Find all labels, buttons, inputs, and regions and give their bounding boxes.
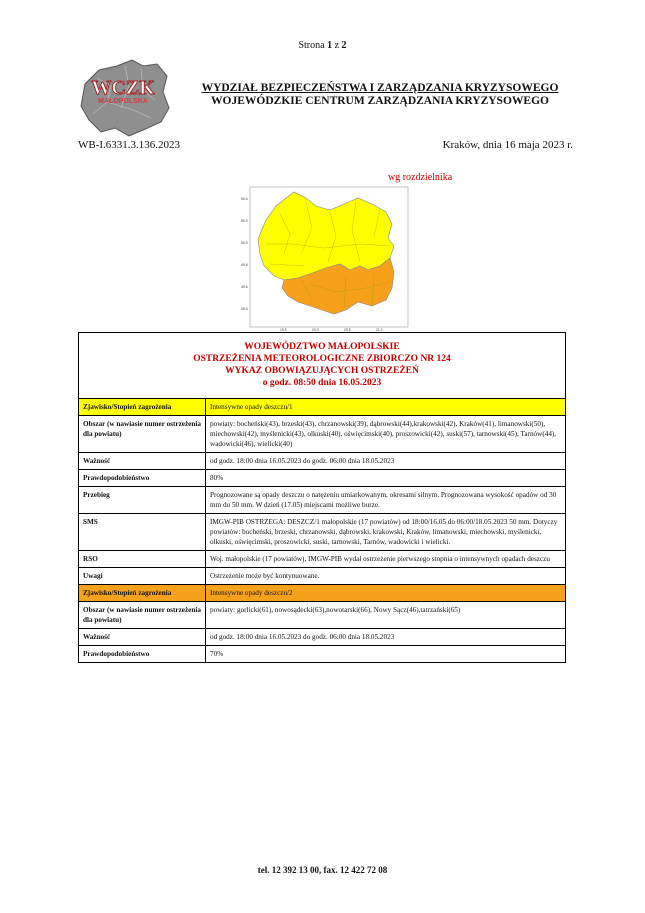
row-label: Przebieg (79, 487, 206, 514)
row-value: powiaty: bocheński(43), brzeski(43), chrzanowski(39), dąbrowski(44),krakowski(42), Kraków(41), limanowski(50), miechowski(42), myślenicki(43), olkuski(40), oświęcimski(40), proszowicki(42), suski(57), tarnowski(45), Tarnów(44), wadowicki(46), wielicki(40) (206, 416, 566, 453)
page-number: Strona 1 z 2 (298, 40, 347, 51)
warning-title-1: WOJEWÓDZTWO MAŁOPOLSKIE (244, 342, 400, 352)
map-lat-label: 49.8 (241, 263, 248, 267)
logo-text: WCZK (91, 77, 155, 99)
map-lat-label: 50.2 (241, 219, 248, 223)
row-label: Zjawisko/Stopień zagrożenia (79, 585, 206, 602)
row-value: Woj. małopolskie (17 powiatów), IMGW-PIB wydał ostrzeżenie pierwszego stopnia o intensywnych opadach deszczu (206, 551, 566, 568)
row-value: od godz. 18:00 dnia 16.05.2023 do godz. 06:00 dnia 18.05.2023 (206, 453, 566, 470)
map-lat-label: 50.4 (241, 197, 248, 201)
row-label: Obszar (w nawiasie numer ostrzeżenia dla powiatu) (79, 602, 206, 629)
row-value: Intensywne opady deszczu/1 (206, 399, 566, 416)
row-label: Prawdopodobieństwo (79, 646, 206, 663)
table-row (79, 568, 566, 585)
table-row (79, 629, 566, 646)
map-lat-label: 49.6 (241, 285, 248, 289)
row-value: Prognozowane są opady deszczu o natężeniu umiarkowanym, okresami silnym. Prognozowana wysokość opadów od 30 mm do 50 mm. W dzień (17.05) miejscami możliwe burze. (206, 487, 566, 514)
wczk-logo (77, 56, 172, 138)
logo-subtext: MAŁOPOLSKA (98, 98, 148, 105)
table-row (79, 453, 566, 470)
map-lon-label: 20.5 (344, 328, 351, 332)
table-row (79, 551, 566, 568)
row-value: powiaty: gorlicki(61), nowosądecki(63),nowotarski(66), Nowy Sącz(46),tatrzański(65) (206, 602, 566, 629)
document-number: WB-I.6331.3.136.2023 (78, 139, 181, 151)
warning-title-4: o godz. 08:50 dnia 16.05.2023 (262, 378, 382, 388)
row-value: 80% (206, 470, 566, 487)
row-label: Ważność (79, 629, 206, 646)
map-lon-label: 20.0 (312, 328, 319, 332)
row-value: Ostrzeżenie może być kontynuowane. (206, 568, 566, 585)
table-row (79, 470, 566, 487)
header-line-2: WOJEWÓDZKIE CENTRUM ZARZĄDZANIA KRYZYSOWEGO (211, 95, 549, 107)
table-row (79, 399, 566, 416)
row-label: Uwagi (79, 568, 206, 585)
map-lon-label: 21.0 (376, 328, 383, 332)
row-value: od godz. 18:00 dnia 16.05.2023 do godz. 06:00 dnia 18.05.2023 (206, 629, 566, 646)
table-row (79, 646, 566, 663)
map-lat-label: 50.0 (241, 241, 248, 245)
table-row (79, 487, 566, 514)
row-label: RSO (79, 551, 206, 568)
warning-title-2: OSTRZEŻENIA METEOROLOGICZNE ZBIORCZO NR 124 (193, 354, 451, 364)
map-lon-label: 19.5 (280, 328, 287, 332)
header-line-1: WYDZIAŁ BEZPIECZEŃSTWA I ZARZĄDZANIA KRYZYSOWEGO (201, 82, 559, 94)
table-row (79, 585, 566, 602)
row-label: Obszar (w nawiasie numer ostrzeżenia dla powiatu) (79, 416, 206, 453)
warning-map (240, 184, 410, 332)
row-label: Ważność (79, 453, 206, 470)
row-label: Prawdopodobieństwo (79, 470, 206, 487)
row-label: Zjawisko/Stopień zagrożenia (79, 399, 206, 416)
table-row (79, 602, 566, 629)
row-value: 70% (206, 646, 566, 663)
map-lat-label: 49.4 (241, 307, 248, 311)
row-value: Intensywne opady deszczu/2 (206, 585, 566, 602)
distribution-note: wg rozdzielnika (388, 172, 453, 183)
footer-contact: tel. 12 392 13 00, fax. 12 422 72 08 (257, 865, 388, 875)
warning-title-3: WYKAZ OBOWIĄZUJĄCYCH OSTRZEŻEŃ (225, 366, 419, 376)
row-label: SMS (79, 514, 206, 551)
warning-table (78, 398, 566, 663)
row-value: IMGW-PIB OSTRZEGA: DESZCZ/1 małopolskie (17 powiatów) od 18:00/16.05 do 06:00/18.05.2023 50 mm. Dotyczy powiatów: bocheński, brzeski, chrzanowski, dąbrowski, krakowski, Kraków, limanowski, miechowski, myślenicki, olkuski, oświęcimski, proszowicki, suski, tarnowski, Tarnów, wadowicki i wielicki. (206, 514, 566, 551)
warning-header (78, 332, 566, 398)
document-date: Kraków, dnia 16 maja 2023 r. (442, 139, 573, 151)
table-row (79, 416, 566, 453)
table-row (79, 514, 566, 551)
